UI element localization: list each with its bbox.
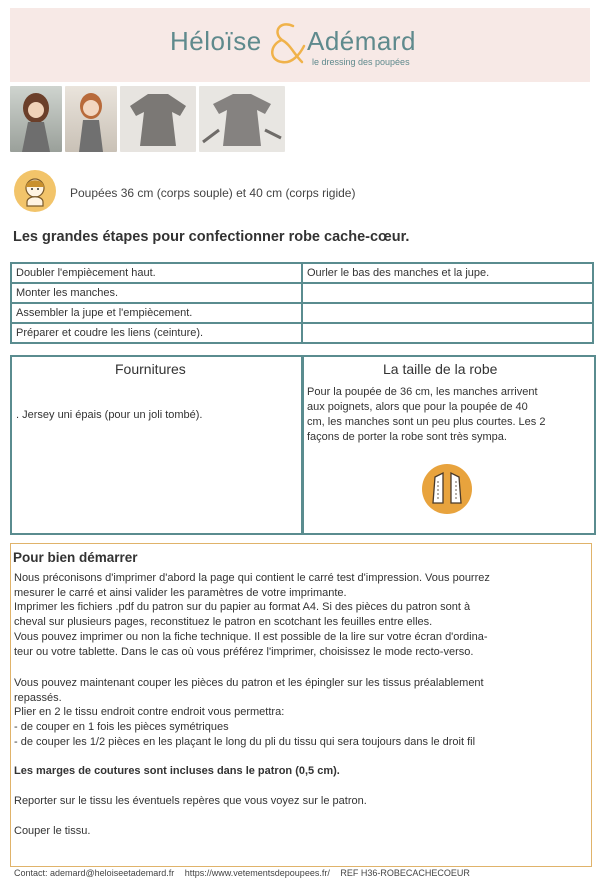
dress-size-title: La taille de la robe	[383, 361, 498, 377]
footer-url[interactable]: https://www.vetementsdepoupees.fr/	[184, 868, 330, 878]
brand-name-right: Adémard	[307, 26, 416, 56]
brand-tagline: le dressing des poupées	[312, 57, 410, 67]
dress-size-line: cm, les manches sont un peu plus courtes. Les 2	[307, 416, 546, 428]
steps-table	[10, 262, 594, 344]
getting-started-line: teur ou votre tablette. Dans le cas où vous préférez l'imprimer, choisissez le mode recto-verso.	[14, 646, 474, 658]
brand-header	[10, 8, 590, 82]
getting-started-line: - de couper les 1/2 pièces en les plaçant le long du pli du tissu qui sera toujours dans le droit fil	[14, 736, 476, 748]
steps-section-title: Les grandes étapes pour confectionner robe cache-cœur.	[13, 229, 410, 245]
table-cell: Doubler l'empiècement haut.	[11, 263, 302, 283]
getting-started-title: Pour bien démarrer	[13, 550, 138, 565]
doll-face-icon	[14, 170, 56, 212]
supplies-box	[10, 355, 303, 535]
dress-size-line: Pour la poupée de 36 cm, les manches arrivent	[307, 386, 538, 398]
dress-size-line: aux poignets, alors que pour la poupée de 40	[307, 401, 528, 413]
footer-ref: REF H36-ROBECACHECOEUR	[340, 868, 470, 878]
getting-started-line: - de couper en 1 fois les pièces symétriques	[14, 721, 229, 733]
supplies-title: Fournitures	[115, 361, 186, 377]
table-cell	[302, 283, 593, 303]
table-row	[11, 263, 593, 283]
getting-started-line: cheval sur plusieurs pages, reconstituez le patron en scotchant les feuilles entre elles.	[14, 616, 433, 628]
table-row	[11, 303, 593, 323]
footer-contact[interactable]: Contact: ademard@heloiseetademard.fr	[14, 868, 175, 878]
dress-photo-front	[120, 86, 196, 152]
doll-photo-2	[65, 86, 117, 152]
getting-started-line: Les marges de coutures sont incluses dans le patron (0,5 cm).	[14, 765, 340, 777]
table-row	[11, 323, 593, 343]
getting-started-line: Reporter sur le tissu les éventuels repères que vous voyez sur le patron.	[14, 795, 367, 807]
table-cell	[302, 303, 593, 323]
getting-started-line: Vous pouvez maintenant couper les pièces du patron et les épingler sur les tissus préalablement	[14, 677, 484, 689]
table-row	[11, 283, 593, 303]
getting-started-line: Imprimer les fichiers .pdf du patron sur du papier au format A4. Si des pièces du patron sont à	[14, 601, 471, 613]
getting-started-line: repassés.	[14, 692, 62, 704]
table-cell: Monter les manches.	[11, 283, 302, 303]
getting-started-line: mesurer le carré et ainsi valider les paramètres de votre imprimante.	[14, 587, 347, 599]
doll-photo-1	[10, 86, 62, 152]
vest-pattern-icon	[421, 463, 473, 515]
getting-started-line: Vous pouvez imprimer ou non la fiche technique. Il est possible de la lire sur votre écran d'ordina-	[14, 631, 488, 643]
table-cell: Préparer et coudre les liens (ceinture).	[11, 323, 302, 343]
getting-started-line: Plier en 2 le tissu endroit contre endroit vous permettra:	[14, 706, 285, 718]
table-cell: Ourler le bas des manches et la jupe.	[302, 263, 593, 283]
dress-size-line: façons de porter la robe sont très sympa.	[307, 431, 507, 443]
ampersand-logo-icon	[260, 18, 310, 68]
getting-started-line: Couper le tissu.	[14, 825, 91, 837]
footer	[14, 868, 478, 878]
dress-photo-open	[199, 86, 285, 152]
brand-name-left: Héloïse	[170, 26, 262, 56]
doll-sizes-text: Poupées 36 cm (corps souple) et 40 cm (corps rigide)	[70, 186, 356, 200]
table-cell	[302, 323, 593, 343]
table-cell: Assembler la jupe et l'empiècement.	[11, 303, 302, 323]
supplies-text: . Jersey uni épais (pour un joli tombé).	[16, 409, 203, 421]
getting-started-line: Nous préconisons d'imprimer d'abord la page qui contient le carré test d'impression. Vous pourrez	[14, 572, 490, 584]
